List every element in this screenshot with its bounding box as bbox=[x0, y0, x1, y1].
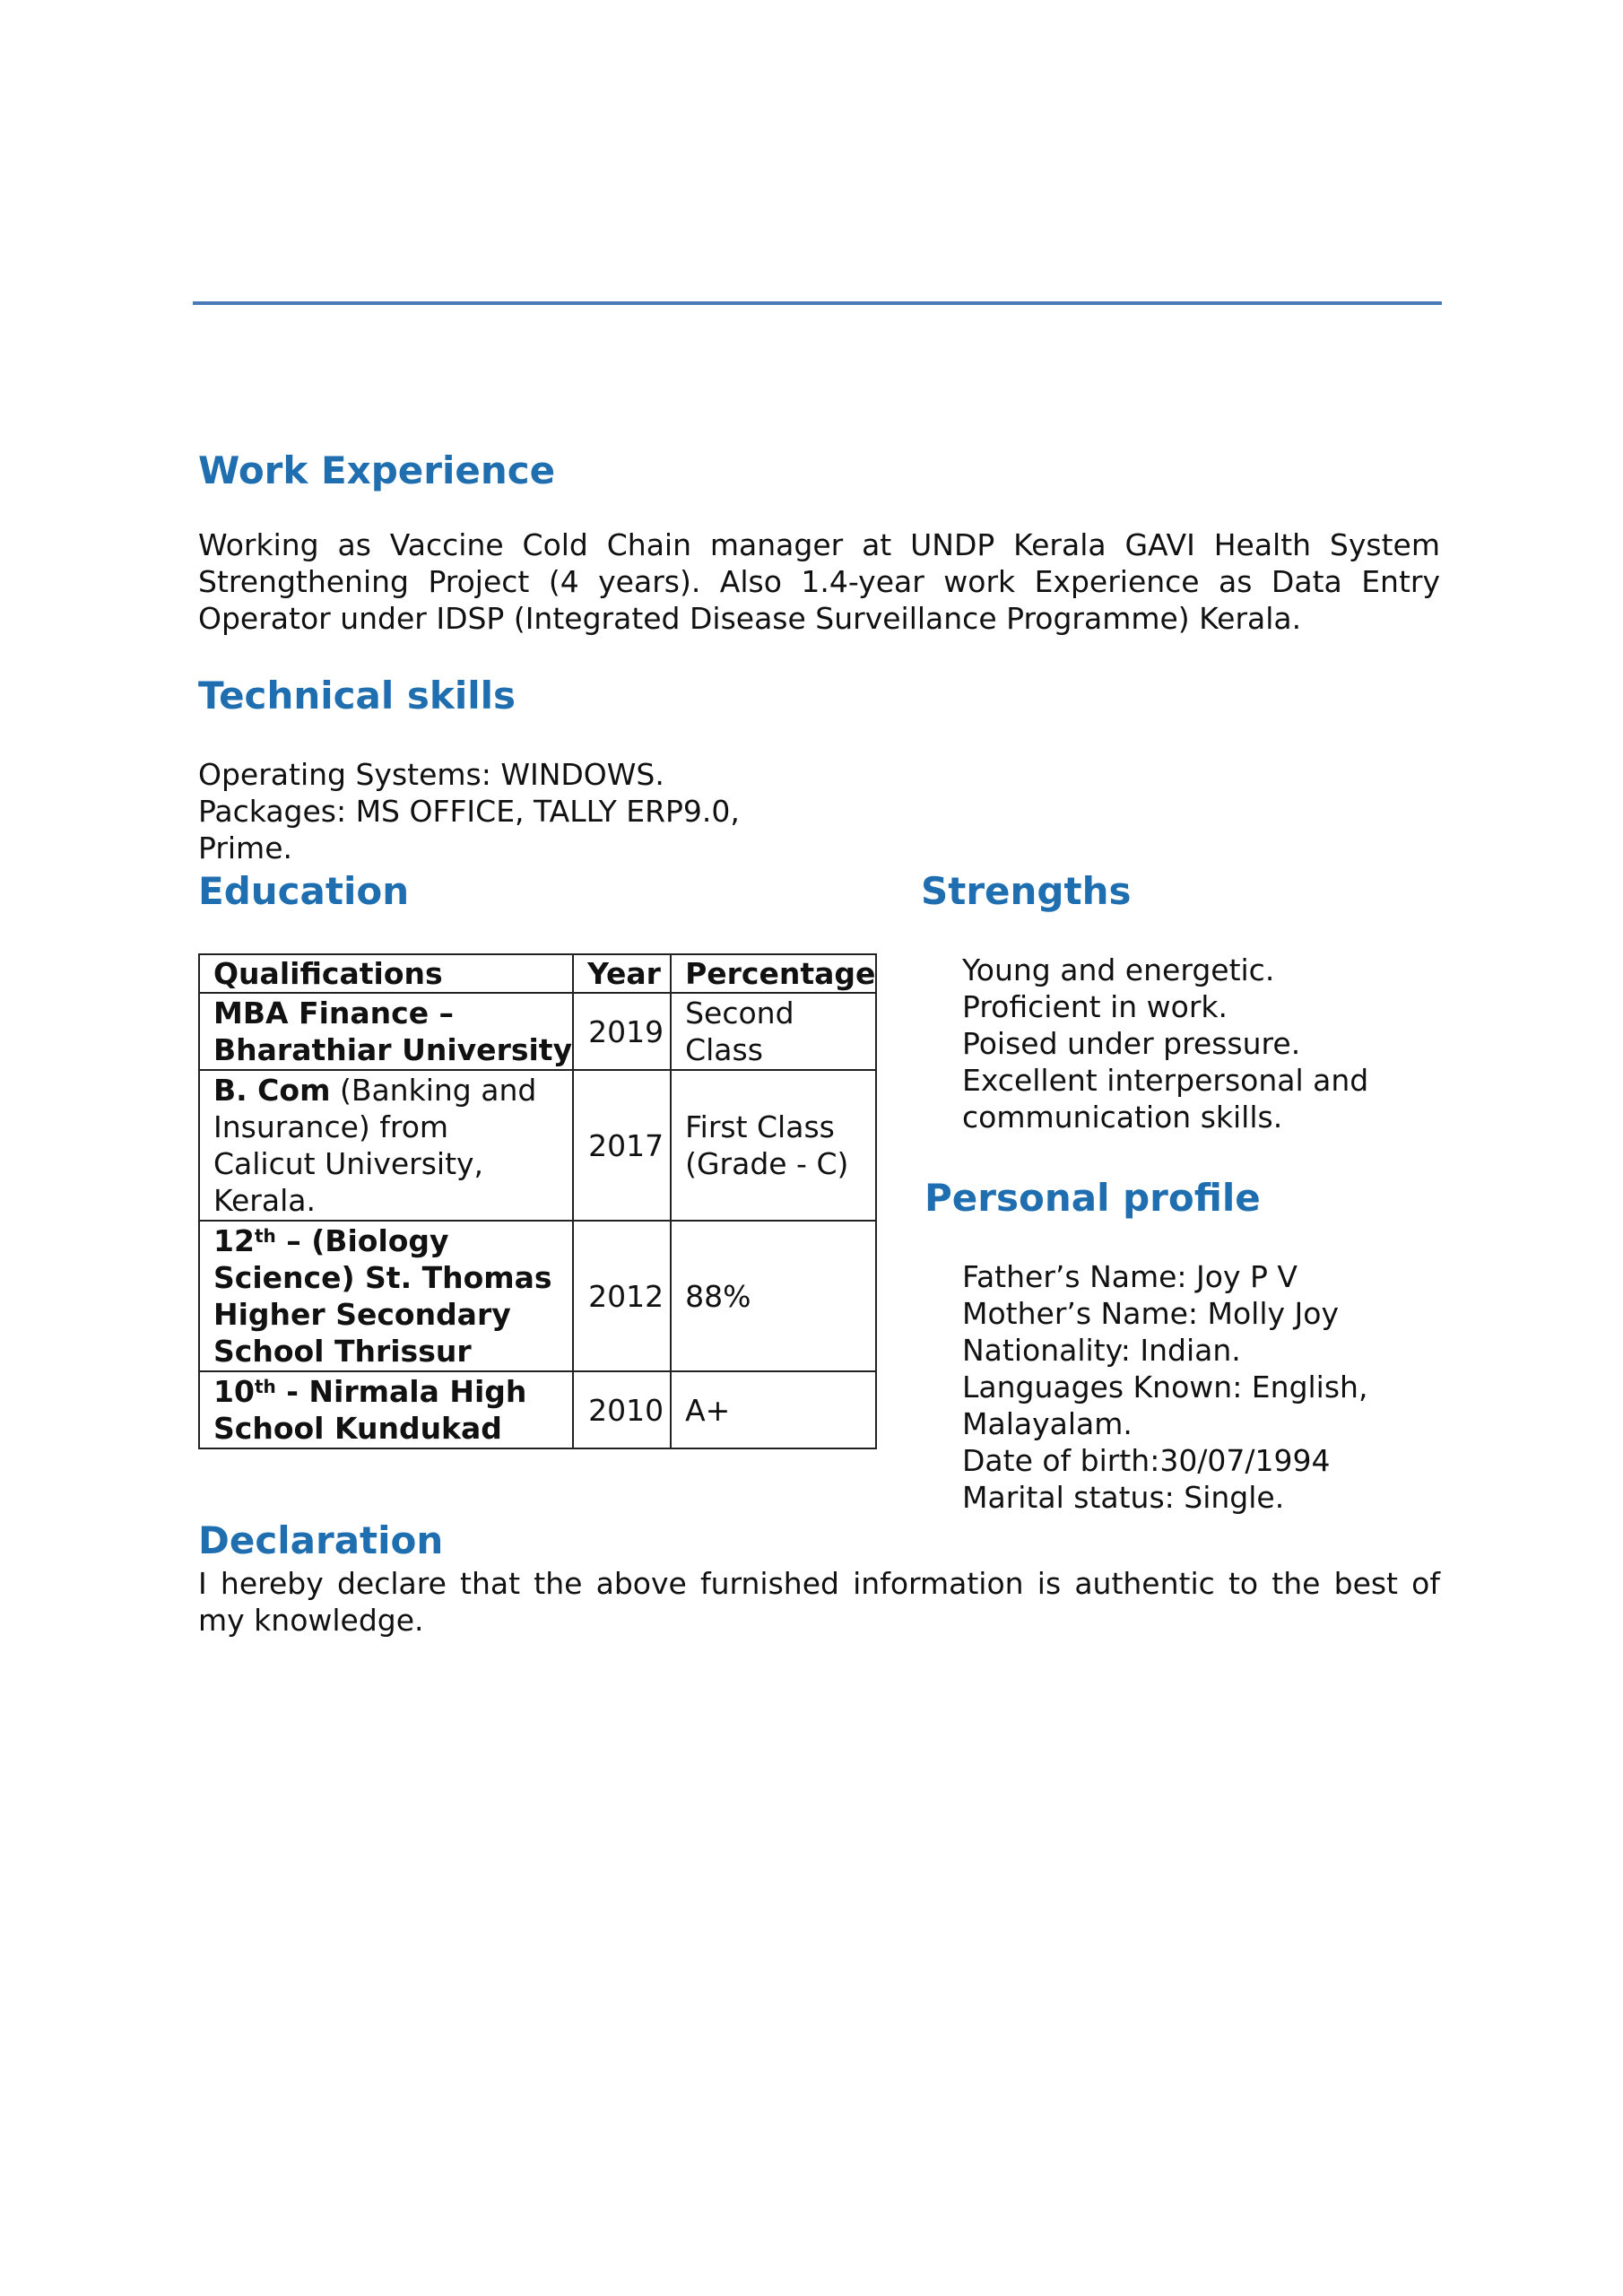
table-row bbox=[199, 1221, 876, 1371]
technical-skills-line: Operating Systems: WINDOWS. bbox=[198, 757, 664, 792]
qualification-degree: B. Com bbox=[213, 1073, 331, 1108]
qualification-line bbox=[213, 1373, 572, 1410]
column-header-percentage: Percentage bbox=[671, 954, 876, 993]
strength-item: communication skills. bbox=[962, 1100, 1283, 1135]
work-experience-heading: Work Experience bbox=[198, 448, 556, 492]
declaration-heading: Declaration bbox=[198, 1518, 444, 1562]
percentage-cell: A+ bbox=[671, 1371, 876, 1448]
year-cell: 2019 bbox=[573, 993, 671, 1070]
qualification-detail: (Banking and bbox=[330, 1073, 537, 1108]
technical-skills-line: Prime. bbox=[198, 831, 292, 865]
qualification-grade: 10 bbox=[213, 1374, 255, 1409]
profile-item: Languages Known: English, bbox=[962, 1370, 1368, 1405]
qualification-cell bbox=[199, 993, 573, 1070]
percentage-cell bbox=[671, 1070, 876, 1221]
personal-profile-heading: Personal profile bbox=[924, 1176, 1261, 1220]
column-header-qualifications: Qualifications bbox=[199, 954, 573, 993]
qualification-line: MBA Finance – bbox=[213, 996, 455, 1031]
table-row bbox=[199, 1070, 876, 1221]
table-row bbox=[199, 1371, 876, 1448]
percentage-line: (Grade - C) bbox=[685, 1146, 849, 1181]
percentage-line: First Class bbox=[685, 1109, 835, 1144]
strengths-heading: Strengths bbox=[921, 869, 1132, 913]
ordinal-suffix: th bbox=[254, 1376, 276, 1397]
header-divider bbox=[193, 301, 1442, 305]
work-experience-text: Working as Vaccine Cold Chain manager at UNDP Kerala GAVI Health System Strengthening Project (4 years). Also 1.4-year work Experience as Data Entry Operator under IDSP (Integrated Disease Surveillance Programme) Kerala. bbox=[198, 527, 1440, 636]
qualification-line: School Thrissur bbox=[213, 1334, 472, 1369]
percentage-line: Class bbox=[685, 1032, 763, 1067]
profile-item: Nationality: Indian. bbox=[962, 1333, 1241, 1368]
profile-item: Marital status: Single. bbox=[962, 1480, 1285, 1515]
profile-item: Date of birth:30/07/1994 bbox=[962, 1443, 1331, 1478]
strength-item: Poised under pressure. bbox=[962, 1026, 1301, 1061]
table-row bbox=[199, 993, 876, 1070]
strength-item: Excellent interpersonal and bbox=[962, 1063, 1369, 1098]
qualification-detail: – (Biology bbox=[275, 1223, 449, 1258]
technical-skills-heading: Technical skills bbox=[198, 674, 516, 718]
qualification-grade: 12 bbox=[213, 1223, 255, 1258]
declaration-text: I hereby declare that the above furnished information is authentic to the best of my knowledge. bbox=[198, 1566, 1440, 1638]
percentage-cell: 88% bbox=[671, 1221, 876, 1371]
qualification-cell bbox=[199, 1221, 573, 1371]
technical-skills-list bbox=[198, 756, 740, 866]
profile-item: Father’s Name: Joy P V bbox=[962, 1259, 1298, 1294]
percentage-cell bbox=[671, 993, 876, 1070]
qualification-line bbox=[213, 1072, 572, 1109]
percentage-line: Second bbox=[685, 996, 794, 1031]
ordinal-suffix: th bbox=[254, 1225, 276, 1247]
technical-skills-line: Packages: MS OFFICE, TALLY ERP9.0, bbox=[198, 794, 740, 829]
qualification-line: Calicut University, bbox=[213, 1146, 484, 1181]
table-header-row bbox=[199, 954, 876, 993]
qualification-detail: - Nirmala High bbox=[275, 1374, 527, 1409]
qualification-line: School Kundukad bbox=[213, 1411, 502, 1446]
strengths-list bbox=[962, 952, 1368, 1135]
qualification-line: Insurance) from bbox=[213, 1109, 449, 1144]
strength-item: Young and energetic. bbox=[962, 952, 1275, 987]
year-cell: 2017 bbox=[573, 1070, 671, 1221]
qualification-line: Kerala. bbox=[213, 1183, 316, 1218]
strength-item: Proficient in work. bbox=[962, 989, 1228, 1024]
education-table bbox=[198, 953, 877, 1449]
personal-profile-list bbox=[962, 1258, 1367, 1516]
year-cell: 2010 bbox=[573, 1371, 671, 1448]
qualification-line bbox=[213, 1222, 572, 1259]
qualification-line: Bharathiar University bbox=[213, 1032, 573, 1067]
education-heading: Education bbox=[198, 869, 410, 913]
year-cell: 2012 bbox=[573, 1221, 671, 1371]
profile-item: Mother’s Name: Molly Joy bbox=[962, 1296, 1339, 1331]
qualification-cell bbox=[199, 1070, 573, 1221]
qualification-line: Higher Secondary bbox=[213, 1297, 511, 1332]
profile-item: Malayalam. bbox=[962, 1406, 1133, 1441]
column-header-year: Year bbox=[573, 954, 671, 993]
qualification-line: Science) St. Thomas bbox=[213, 1260, 552, 1295]
qualification-cell bbox=[199, 1371, 573, 1448]
